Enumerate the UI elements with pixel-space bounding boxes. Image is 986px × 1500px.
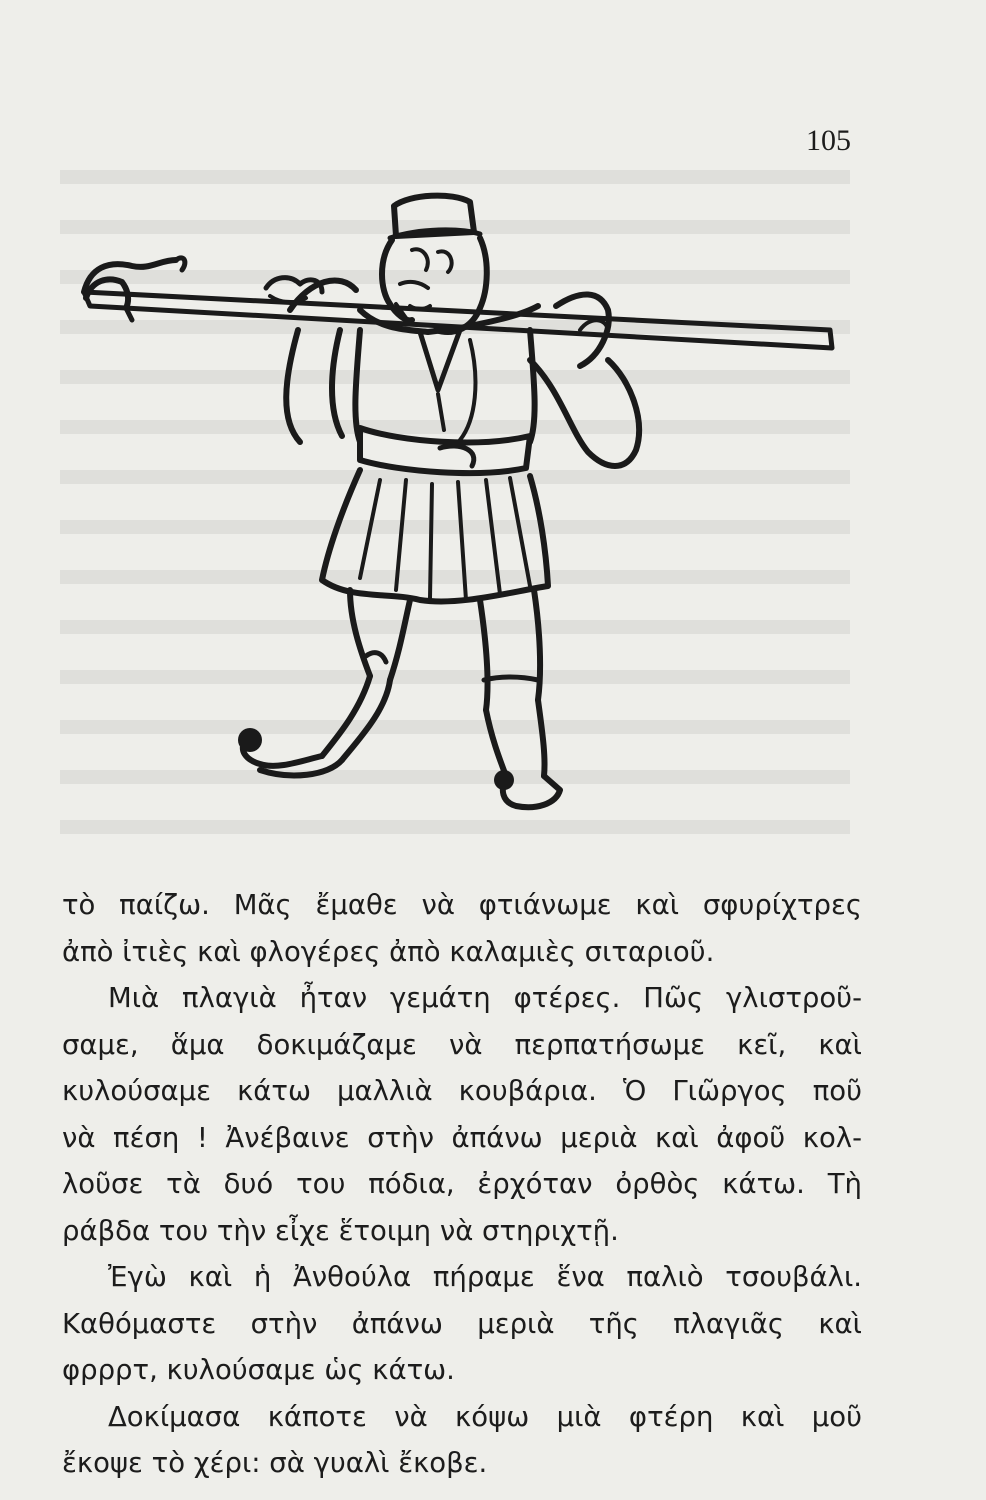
head	[382, 238, 487, 332]
body-text	[62, 882, 862, 1487]
tsarouchia-shoes	[238, 728, 560, 807]
paragraph-3	[62, 1254, 862, 1394]
text-line: κυλούσαμε κάτω μαλλιὰ κουβάρια. Ὁ Γιῶργος ποῦ	[62, 1075, 862, 1107]
text-line: ἀπὸ ἰτιὲς καὶ φλογέρες ἀπὸ καλαμιὲς σιταριοῦ.	[62, 935, 715, 968]
sash	[360, 428, 530, 473]
text-line: σαμε, ἅμα δοκιμάζαμε νὰ περπατήσωμε κεῖ, καὶ	[62, 1028, 862, 1061]
text-line: τὸ παίζω. Μᾶς ἔμαθε νὰ φτιάνωμε καὶ σφυρίχτρες	[62, 889, 862, 921]
text-line: Δοκίμασα κάποτε νὰ κόψω μιὰ φτέρη καὶ μοῦ	[108, 1400, 862, 1433]
text-line: νὰ πέση ! Ἀνέβαινε στὴν ἀπάνω μεριὰ καὶ ἀφοῦ κολ-	[62, 1121, 862, 1154]
text-line: Καθόμαστε στὴν ἀπάνω μεριὰ τῆς πλαγιᾶς καὶ	[62, 1307, 862, 1340]
text-line: Ἐγὼ καὶ ἡ Ἀνθούλα πήραμε ἕνα παλιὸ τσουβάλι.	[108, 1261, 862, 1293]
boy-carrying-crook-illustration	[60, 180, 860, 840]
text-line: Μιὰ πλαγιὰ ἦταν γεμάτη φτέρες. Πῶς γλιστροῦ-	[108, 982, 862, 1014]
text-line: ράβδα του τὴν εἶχε ἕτοιμη νὰ στηριχτῇ.	[62, 1214, 619, 1247]
text-line: ἔκοψε τὸ χέρι: σὰ γυαλὶ ἔκοβε.	[62, 1447, 488, 1479]
paragraph-1	[62, 882, 862, 975]
text-line: λοῦσε τὰ δυό του πόδια, ἐρχόταν ὀρθὸς κάτω. Τὴ	[62, 1168, 862, 1200]
paragraph-4	[62, 1394, 862, 1487]
legs	[322, 590, 545, 776]
page-number: 105	[806, 124, 851, 157]
text-line: φρρρτ, κυλούσαμε ὡς κάτω.	[62, 1354, 455, 1386]
paragraph-2	[62, 975, 862, 1254]
fustanella	[322, 470, 548, 601]
fez-cap	[390, 196, 480, 238]
